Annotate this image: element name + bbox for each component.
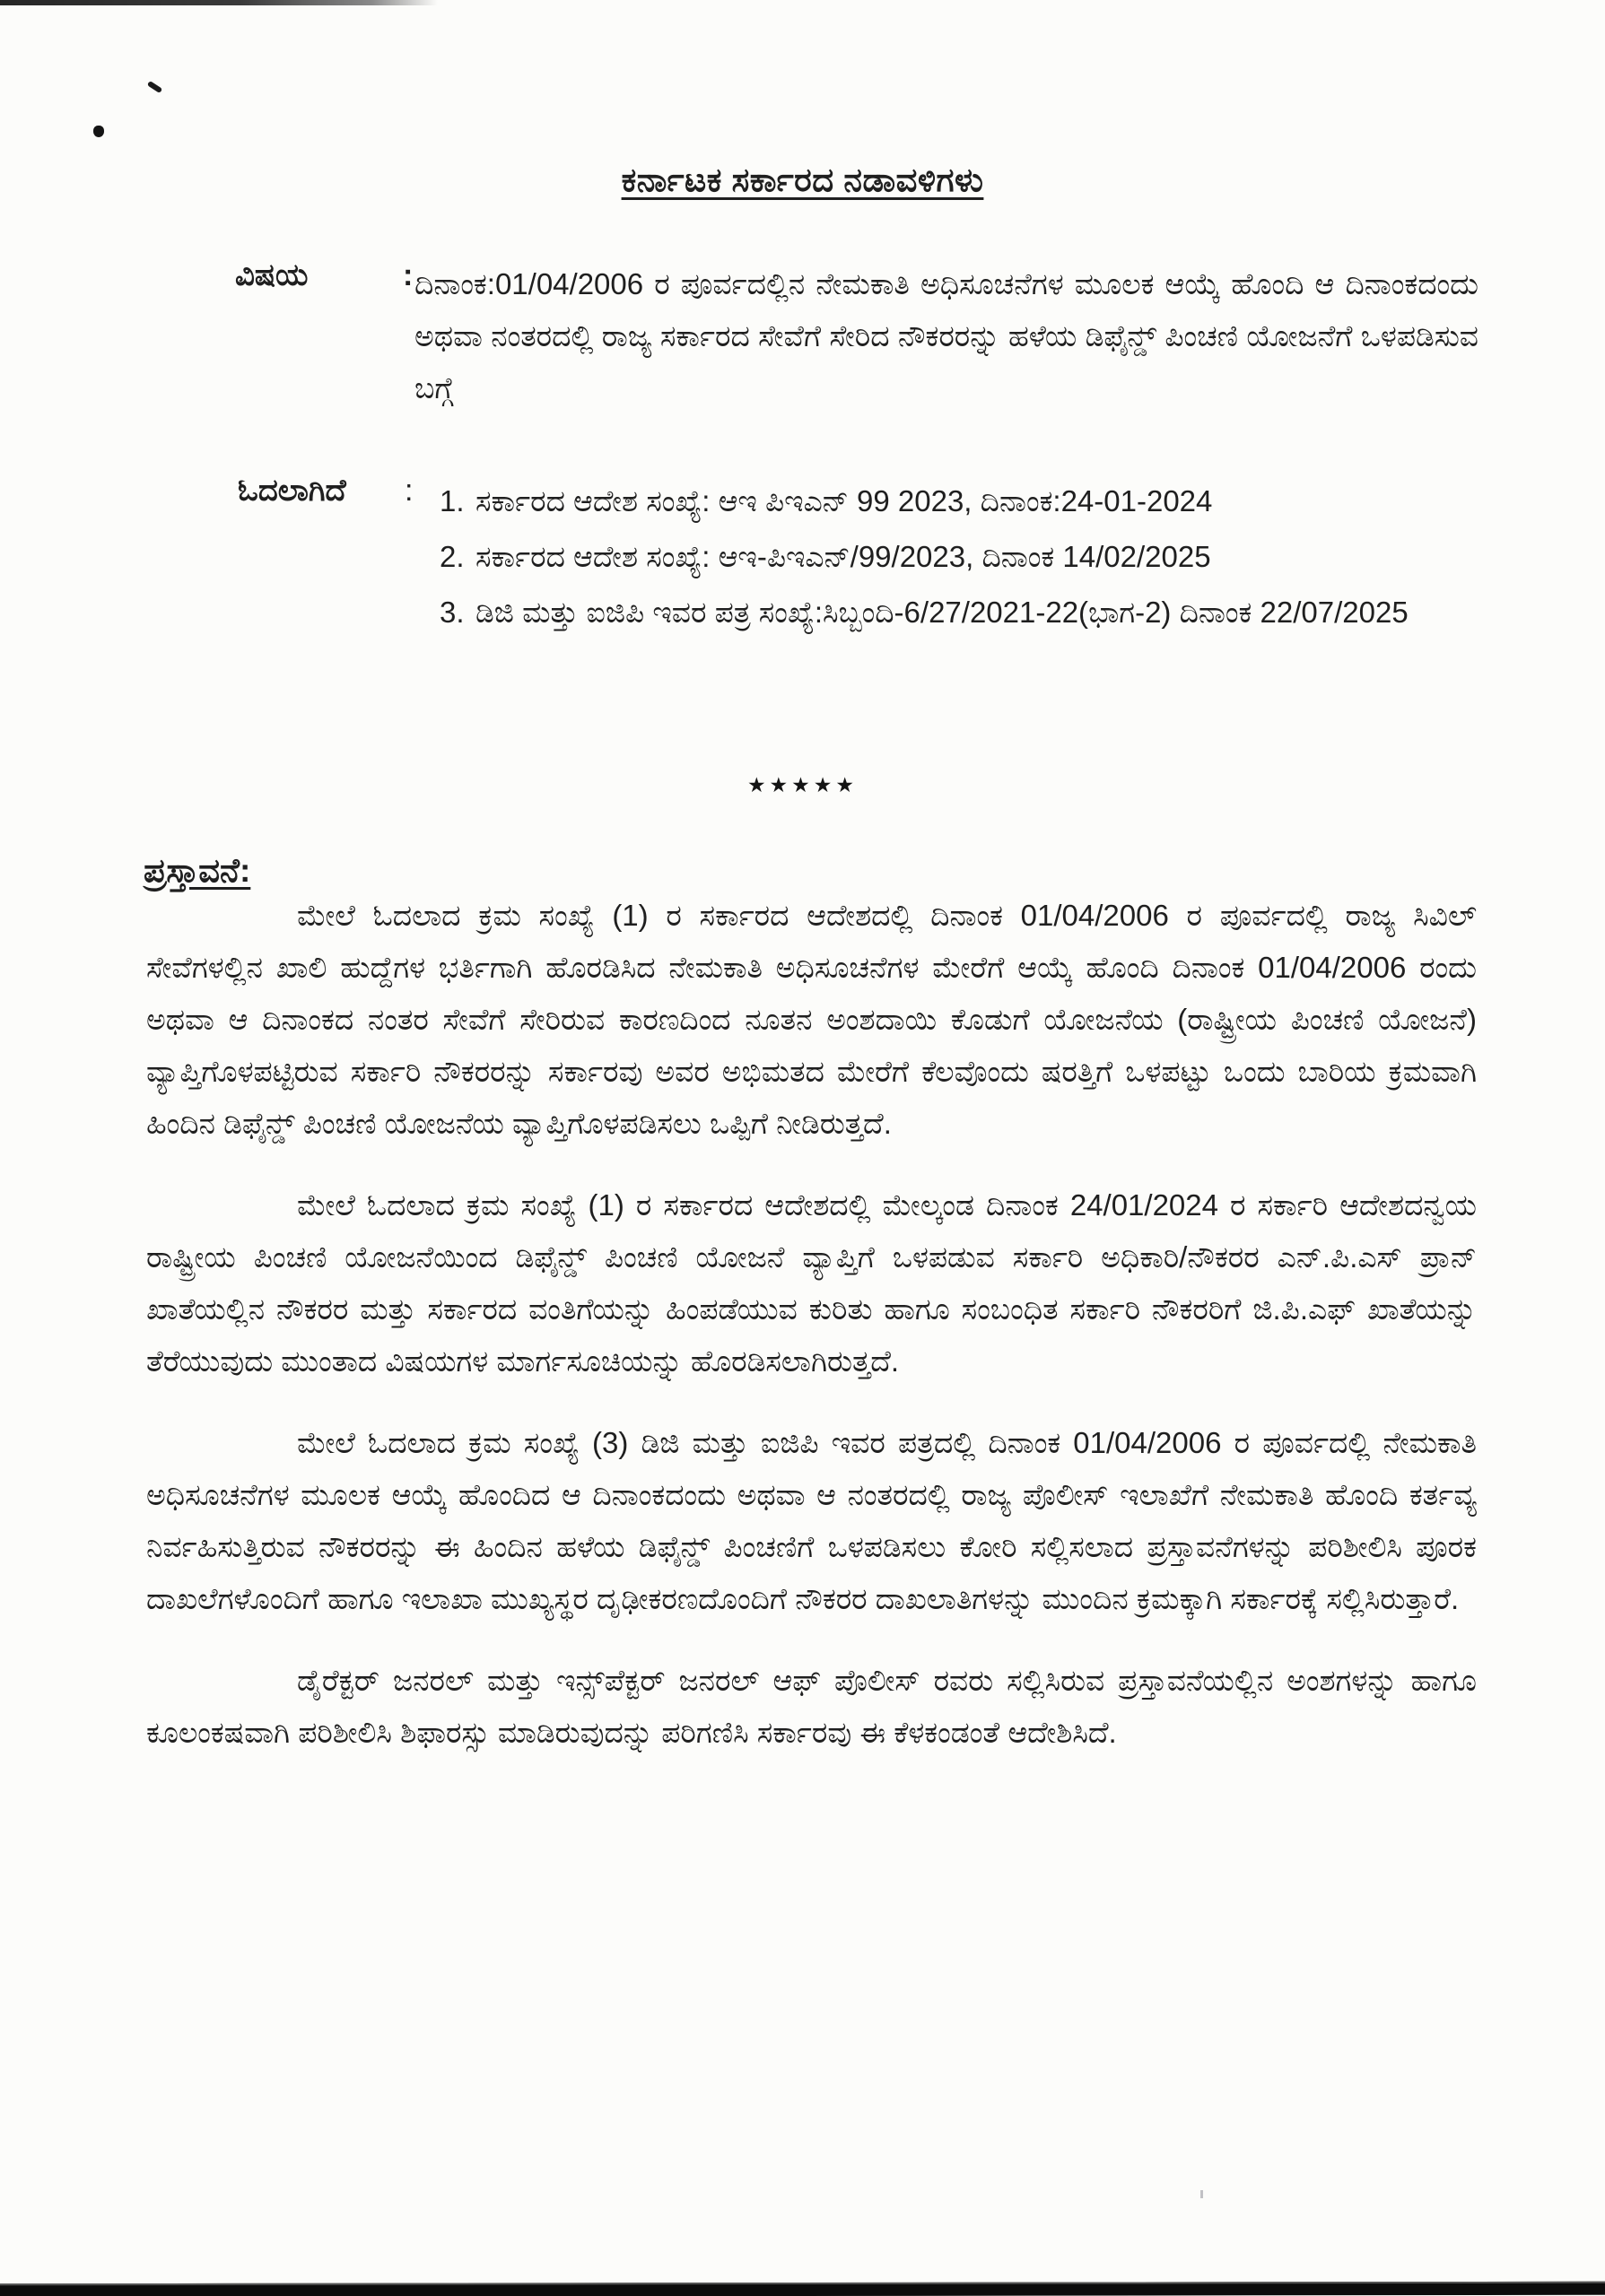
scan-speck — [1200, 2190, 1203, 2198]
reference-item — [440, 529, 1480, 585]
scan-edge-artifact-bottom — [0, 2282, 1605, 2296]
reference-list — [440, 474, 1480, 640]
title-row — [0, 161, 1605, 200]
subject-colon: : — [403, 258, 414, 292]
reference-item-text: ಸರ್ಕಾರದ ಆದೇಶ ಸಂಖ್ಯೆ: ಆಇ-ಪಿಇಎನ್/99/2023, ದಿನಾಂಕ 14/02/2025 — [475, 540, 1211, 573]
reference-item-number: 3. — [440, 596, 465, 629]
subject-text: ದಿನಾಂಕ:01/04/2006 ರ ಪೂರ್ವದಲ್ಲಿನ ನೇಮಕಾತಿ ಅಧಿಸೂಚನೆಗಳ ಮೂಲಕ ಆಯ್ಕೆ ಹೊಂದಿ ಆ ದಿನಾಂಕದಂದು ಅಥವಾ ನಂತರದಲ್ಲಿ ರಾಜ್ಯ ಸರ್ಕಾರದ ಸೇವೆಗೆ ಸೇರಿದ ನೌಕರರನ್ನು ಹಳೆಯ ಡಿಫೈನ್ಡ್ ಪಿಂಚಣಿ ಯೋಜನೆಗೆ ಒಳಪಡಿಸುವ ಬಗ್ಗೆ — [414, 267, 1479, 404]
paragraph: ಮೇಲೆ ಓದಲಾದ ಕ್ರಮ ಸಂಖ್ಯೆ (1) ರ ಸರ್ಕಾರದ ಆದೇಶದಲ್ಲಿ ಮೇಲ್ಕಂಡ ದಿನಾಂಕ 24/01/2024 ರ ಸರ್ಕಾರಿ ಆದೇಶದನ್ವಯ ರಾಷ್ಟ್ರೀಯ ಪಿಂಚಣಿ ಯೋಜನೆಯಿಂದ ಡಿಫೈನ್ಡ್ ಪಿಂಚಣಿ ಯೋಜನೆ ವ್ಯಾಪ್ತಿಗೆ ಒಳಪಡುವ ಸರ್ಕಾರಿ ಅಧಿಕಾರಿ/ನೌಕರರ ಎನ್.ಪಿ.ಎಸ್ ಪ್ರಾನ್ ಖಾತೆಯಲ್ಲಿನ ನೌಕರರ ಮತ್ತು ಸರ್ಕಾರದ ವಂತಿಗೆಯನ್ನು ಹಿಂಪಡೆಯುವ ಕುರಿತು ಹಾಗೂ ಸಂಬಂಧಿತ ಸರ್ಕಾರಿ ನೌಕರರಿಗೆ ಜಿ.ಪಿ.ಎಫ್ ಖಾತೆಯನ್ನು ತೆರೆಯುವುದು ಮುಂತಾದ ವಿಷಯಗಳ ಮಾರ್ಗಸೂಚಿಯನ್ನು ಹೊರಡಿಸಲಾಗಿರುತ್ತದೆ. — [146, 1188, 1477, 1378]
reference-item — [440, 585, 1480, 640]
page-title: ಕರ್ನಾಟಕ ಸರ್ಕಾರದ ನಡಾವಳಿಗಳು — [621, 161, 984, 198]
read-label: ಓದಲಾಗಿದೆ — [238, 474, 346, 508]
subject-row — [0, 258, 1605, 414]
reference-item-number: 2. — [440, 540, 465, 573]
reference-item-text: ಡಿಜಿ ಮತ್ತು ಐಜಿಪಿ ಇವರ ಪತ್ರ ಸಂಖ್ಯೆ:ಸಿಬ್ಬಂದಿ-6/27/2021-22(ಭಾಗ-2) ದಿನಾಂಕ 22/07/2025 — [475, 596, 1409, 629]
preamble-body — [146, 890, 1477, 1788]
pen-tick-mark — [147, 81, 163, 93]
preamble-heading: ಪ್ರಸ್ತಾವನೆ: — [144, 852, 251, 889]
paragraph: ಡೈರೆಕ್ಟರ್ ಜನರಲ್ ಮತ್ತು ಇನ್ಸ್‌ಪೆಕ್ಟರ್ ಜನರಲ್ ಆಫ್ ಪೊಲೀಸ್ ರವರು ಸಲ್ಲಿಸಿರುವ ಪ್ರಸ್ತಾವನೆಯಲ್ಲಿನ ಅಂಶಗಳನ್ನು ಹಾಗೂ ಕೂಲಂಕಷವಾಗಿ ಪರಿಶೀಲಿಸಿ ಶಿಫಾರಸ್ಸು ಮಾಡಿರುವುದನ್ನು ಪರಿಗಣಿಸಿ ಸರ್ಕಾರವು ಈ ಕೆಳಕಂಡಂತೆ ಆದೇಶಿಸಿದೆ. — [146, 1664, 1477, 1749]
subject-label: ವಿಷಯ — [235, 258, 309, 292]
reference-item — [440, 474, 1480, 529]
paragraph: ಮೇಲೆ ಓದಲಾದ ಕ್ರಮ ಸಂಖ್ಯೆ (1) ರ ಸರ್ಕಾರದ ಆದೇಶದಲ್ಲಿ ದಿನಾಂಕ 01/04/2006 ರ ಪೂರ್ವದಲ್ಲಿ ರಾಜ್ಯ ಸಿವಿಲ್ ಸೇವೆಗಳಲ್ಲಿನ ಖಾಲಿ ಹುದ್ದೆಗಳ ಭರ್ತಿಗಾಗಿ ಹೊರಡಿಸಿದ ನೇಮಕಾತಿ ಅಧಿಸೂಚನೆಗಳ ಮೇರೆಗೆ ಆಯ್ಕೆ ಹೊಂದಿ ದಿನಾಂಕ 01/04/2006 ರಂದು ಅಥವಾ ಆ ದಿನಾಂಕದ ನಂತರ ಸೇವೆಗೆ ಸೇರಿರುವ ಕಾರಣದಿಂದ ನೂತನ ಅಂಶದಾಯಿ ಕೊಡುಗೆ ಯೋಜನೆಯ (ರಾಷ್ಟ್ರೀಯ ಪಿಂಚಣಿ ಯೋಜನೆ) ವ್ಯಾಪ್ತಿಗೊಳಪಟ್ಟಿರುವ ಸರ್ಕಾರಿ ನೌಕರರನ್ನು ಸರ್ಕಾರವು ಅವರ ಅಭಿಮತದ ಮೇರೆಗೆ ಕೆಲವೊಂದು ಷರತ್ತಿಗೆ ಒಳಪಟ್ಟು ಒಂದು ಬಾರಿಯ ಕ್ರಮವಾಗಿ ಹಿಂದಿನ ಡಿಫೈನ್ಡ್ ಪಿಂಚಣಿ ಯೋಜನೆಯ ವ್ಯಾಪ್ತಿಗೊಳಪಡಿಸಲು ಒಪ್ಪಿಗೆ ನೀಡಿರುತ್ತದೆ. — [146, 899, 1478, 1140]
read-row — [0, 474, 1605, 640]
scan-edge-artifact-top — [0, 0, 438, 5]
read-colon: : — [405, 474, 414, 508]
paragraph: ಮೇಲೆ ಓದಲಾದ ಕ್ರಮ ಸಂಖ್ಯೆ (3) ಡಿಜಿ ಮತ್ತು ಐಜಿಪಿ ಇವರ ಪತ್ರದಲ್ಲಿ ದಿನಾಂಕ 01/04/2006 ರ ಪೂರ್ವದಲ್ಲಿ ನೇಮಕಾತಿ ಅಧಿಸೂಚನೆಗಳ ಮೂಲಕ ಆಯ್ಕೆ ಹೊಂದಿದ ಆ ದಿನಾಂಕದಂದು ಅಥವಾ ಆ ನಂತರದಲ್ಲಿ ರಾಜ್ಯ ಪೊಲೀಸ್ ಇಲಾಖೆಗೆ ನೇಮಕಾತಿ ಹೊಂದಿ ಕರ್ತವ್ಯ ನಿರ್ವಹಿಸುತ್ತಿರುವ ನೌಕರರನ್ನು ಈ ಹಿಂದಿನ ಹಳೆಯ ಡಿಫೈನ್ಡ್ ಪಿಂಚಣಿಗೆ ಒಳಪಡಿಸಲು ಕೋರಿ ಸಲ್ಲಿಸಲಾದ ಪ್ರಸ್ತಾವನೆಗಳನ್ನು ಪರಿಶೀಲಿಸಿ ಪೂರಕ ದಾಖಲೆಗಳೊಂದಿಗೆ ಹಾಗೂ ಇಲಾಖಾ ಮುಖ್ಯಸ್ಥರ ದೃಢೀಕರಣದೊಂದಿಗೆ ನೌಕರರ ದಾಖಲಾತಿಗಳನ್ನು ಮುಂದಿನ ಕ್ರಮಕ್ಕಾಗಿ ಸರ್ಕಾರಕ್ಕೆ ಸಲ್ಲಿಸಿರುತ್ತಾರೆ. — [146, 1426, 1477, 1615]
section-separator-stars: ★★★★★ — [746, 773, 859, 796]
reference-item-text: ಸರ್ಕಾರದ ಆದೇಶ ಸಂಖ್ಯೆ: ಆಇ ಪಿಇಎನ್ 99 2023, ದಿನಾಂಕ:24-01-2024 — [475, 484, 1213, 517]
reference-item-number: 1. — [440, 484, 465, 517]
ink-dot-mark — [93, 126, 104, 137]
